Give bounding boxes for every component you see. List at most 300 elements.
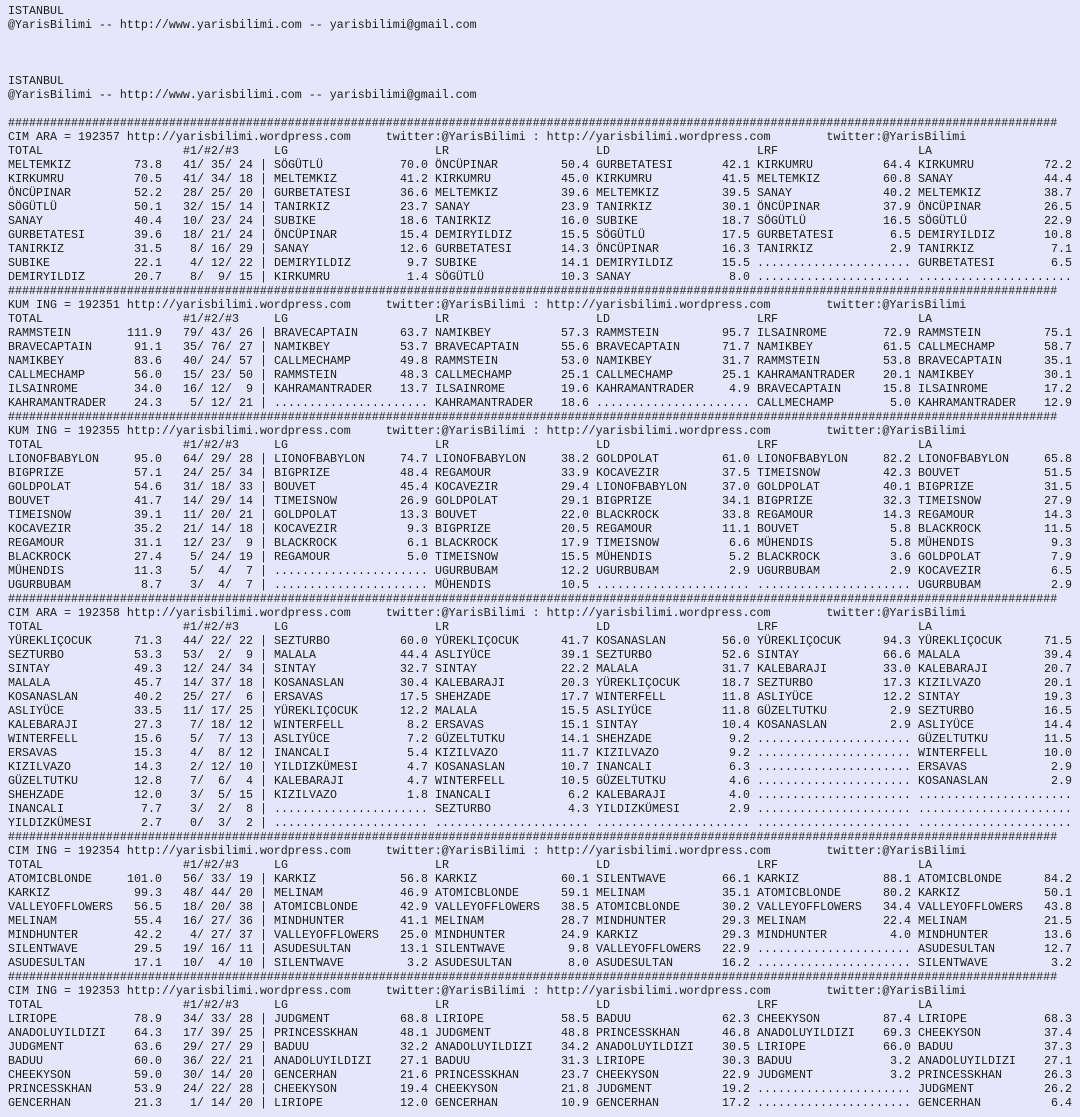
la-score: 22.9 [1044, 214, 1072, 228]
placings: 3/ 2/ 8 [176, 802, 253, 816]
lr-score: 34.2 [561, 1040, 589, 1054]
column-divider: | [260, 564, 267, 578]
lrf-score: 3.2 [890, 1068, 911, 1082]
la-horse-name: KIRKUMRU [918, 158, 974, 172]
column-divider: | [260, 522, 267, 536]
la-score: 26.5 [1044, 200, 1072, 214]
lg-horse-name: RAMMSTEIN [274, 368, 337, 382]
lr-horse-name: JUDGMENT [435, 1026, 491, 1040]
total-score: 34.0 [134, 382, 162, 396]
lr-horse-name: SANAY [435, 200, 470, 214]
lg-score: 9.3 [407, 522, 428, 536]
placings: 56/ 33/ 19 [176, 872, 253, 886]
column-header-ld: LD [596, 312, 610, 326]
total-score: 73.8 [134, 158, 162, 172]
lg-horse-name: WINTERFELL [274, 718, 344, 732]
ld-horse-name: RAMMSTEIN [596, 326, 659, 340]
lrf-score: 88.1 [883, 872, 911, 886]
horse-name: SINTAY [8, 662, 50, 676]
la-horse-name: KIZILVAZO [918, 676, 981, 690]
lg-horse-name: TANIRKIZ [274, 200, 330, 214]
table-row [8, 494, 1080, 508]
ld-horse-name: DEMIRYILDIZ [596, 256, 673, 270]
ld-horse-name: SINTAY [596, 718, 638, 732]
lrf-horse-name: UGURBUBAM [757, 564, 820, 578]
race-title-line [8, 298, 1080, 312]
lrf-score: 60.8 [883, 172, 911, 186]
race-title: CIM ARA = 192357 http://yarisbilimi.wordpress.com twitter:@YarisBilimi : http://yarisbilimi.wordpress.com twitter:@YarisBilimi [8, 130, 967, 144]
la-score: 11.5 [1044, 522, 1072, 536]
lrf-score: 6.5 [890, 228, 911, 242]
ld-score: 19.2 [722, 1082, 750, 1096]
lr-horse-name: WINTERFELL [435, 774, 505, 788]
ld-empty: ...................... [596, 578, 750, 592]
la-score: 37.3 [1044, 1040, 1072, 1054]
race-title-line [8, 984, 1080, 998]
lg-horse-name: SÖGÜTLÜ [274, 158, 323, 172]
column-header-lg: LG [274, 438, 288, 452]
separator-line [8, 284, 1080, 298]
horse-name: DEMIRYILDIZ [8, 270, 85, 284]
separator: ###################################################################################################################################################### [8, 116, 1058, 130]
la-score: 38.7 [1044, 186, 1072, 200]
la-score: 65.8 [1044, 452, 1072, 466]
lg-horse-name: CALLMECHAMP [274, 354, 351, 368]
la-empty: ...................... [918, 270, 1072, 284]
column-divider: | [260, 172, 267, 186]
total-score: 56.0 [134, 368, 162, 382]
placings: 5/ 12/ 21 [176, 396, 253, 410]
column-divider: | [260, 340, 267, 354]
total-score: 31.5 [134, 242, 162, 256]
table-row [8, 480, 1080, 494]
lrf-horse-name: KALEBARAJI [757, 662, 827, 676]
column-header-lr: LR [435, 620, 449, 634]
lrf-horse-name: REGAMOUR [757, 508, 813, 522]
column-header-line [8, 998, 1080, 1012]
column-divider: | [260, 480, 267, 494]
horse-name: LIRIOPE [8, 1012, 57, 1026]
table-row [8, 256, 1080, 270]
ld-horse-name: ASLIYÜCE [596, 704, 652, 718]
table-row [8, 746, 1080, 760]
lr-horse-name: CALLMECHAMP [435, 368, 512, 382]
placings: 14/ 37/ 18 [176, 676, 253, 690]
placings: 24/ 25/ 34 [176, 466, 253, 480]
column-divider: | [260, 676, 267, 690]
column-header-lg: LG [274, 620, 288, 634]
total-score: 59.0 [134, 1068, 162, 1082]
ld-score: 16.2 [722, 956, 750, 970]
lrf-empty: ...................... [757, 270, 911, 284]
ld-score: 8.0 [729, 270, 750, 284]
ld-horse-name: CALLMECHAMP [596, 368, 673, 382]
ld-horse-name: ATOMICBLONDE [596, 900, 680, 914]
column-divider: | [260, 788, 267, 802]
lg-horse-name: YÜREKLIÇOCUK [274, 704, 358, 718]
column-divider: | [260, 508, 267, 522]
la-score: 2.9 [1051, 760, 1072, 774]
table-row [8, 550, 1080, 564]
lg-score: 44.4 [400, 648, 428, 662]
table-row [8, 522, 1080, 536]
lr-score: 14.1 [561, 732, 589, 746]
total-score: 17.1 [134, 956, 162, 970]
lg-score: 12.6 [400, 242, 428, 256]
ld-horse-name: GÜZELTUTKU [596, 774, 666, 788]
lr-horse-name: SHEHZADE [435, 690, 491, 704]
lr-score: 10.5 [561, 578, 589, 592]
lr-horse-name: MELINAM [435, 914, 484, 928]
la-horse-name: KALEBARAJI [918, 662, 988, 676]
la-score: 44.4 [1044, 172, 1072, 186]
lrf-score: 33.0 [883, 662, 911, 676]
lrf-score: 37.9 [883, 200, 911, 214]
lrf-horse-name: GOLDPOLAT [757, 480, 820, 494]
table-row [8, 942, 1080, 956]
column-divider: | [260, 242, 267, 256]
ld-score: 95.7 [722, 326, 750, 340]
la-horse-name: MELINAM [918, 914, 967, 928]
horse-name: KALEBARAJI [8, 718, 78, 732]
column-header-line [8, 144, 1080, 158]
horse-name: MINDHUNTER [8, 928, 78, 942]
lr-horse-name: KAHRAMANTRADER [435, 396, 533, 410]
lr-horse-name: GÜZELTUTKU [435, 732, 505, 746]
ld-horse-name: BADUU [596, 1012, 631, 1026]
contact-line [8, 88, 1080, 102]
ld-score: 4.9 [729, 382, 750, 396]
la-score: 39.4 [1044, 648, 1072, 662]
placings: 25/ 27/ 6 [176, 690, 253, 704]
la-horse-name: GÜZELTUTKU [918, 732, 988, 746]
placings: 64/ 29/ 28 [176, 452, 253, 466]
la-horse-name: TIMEISNOW [918, 494, 981, 508]
lg-score: 63.7 [400, 326, 428, 340]
lrf-horse-name: JUDGMENT [757, 1068, 813, 1082]
ld-score: 30.1 [722, 200, 750, 214]
column-divider: | [260, 956, 267, 970]
lrf-score: 4.0 [890, 928, 911, 942]
lrf-score: 3.6 [890, 550, 911, 564]
placings: 11/ 20/ 21 [176, 508, 253, 522]
lr-horse-name: ILSAINROME [435, 382, 505, 396]
table-row [8, 774, 1080, 788]
table-row [8, 564, 1080, 578]
lg-horse-name: MALALA [274, 648, 316, 662]
column-divider: | [260, 942, 267, 956]
la-empty: ...................... [918, 788, 1072, 802]
total-score: 60.0 [134, 1054, 162, 1068]
total-score: 39.1 [134, 508, 162, 522]
la-horse-name: BLACKROCK [918, 522, 981, 536]
lg-horse-name: JUDGMENT [274, 1012, 330, 1026]
lr-horse-name: MINDHUNTER [435, 928, 505, 942]
horse-name: SHEHZADE [8, 788, 64, 802]
lrf-score: 12.2 [883, 690, 911, 704]
column-header-lrf: LRF [757, 620, 778, 634]
lrf-empty: ...................... [757, 956, 911, 970]
la-score: 9.3 [1051, 536, 1072, 550]
table-row [8, 816, 1080, 830]
placings: 36/ 22/ 21 [176, 1054, 253, 1068]
horse-name: KARKIZ [8, 886, 50, 900]
ld-score: 37.0 [722, 480, 750, 494]
lr-horse-name: INANCALI [435, 788, 491, 802]
column-header-line [8, 312, 1080, 326]
lg-horse-name: GENCERHAN [274, 1068, 337, 1082]
table-row [8, 788, 1080, 802]
la-score: 2.9 [1051, 774, 1072, 788]
table-row [8, 634, 1080, 648]
lrf-empty: ...................... [757, 760, 911, 774]
placings: 7/ 6/ 4 [176, 774, 253, 788]
ld-score: 4.0 [729, 788, 750, 802]
ld-horse-name: TIMEISNOW [596, 536, 659, 550]
lg-score: 6.1 [407, 536, 428, 550]
la-score: 58.7 [1044, 340, 1072, 354]
column-divider: | [260, 1054, 267, 1068]
lg-score: 42.9 [400, 900, 428, 914]
lr-score: 60.1 [561, 872, 589, 886]
lrf-horse-name: KAHRAMANTRADER [757, 368, 855, 382]
ld-score: 33.8 [722, 508, 750, 522]
lr-horse-name: VALLEYOFFLOWERS [435, 900, 540, 914]
lg-score: 13.7 [400, 382, 428, 396]
la-empty: ...................... [918, 816, 1072, 830]
ld-horse-name: MÜHENDIS [596, 550, 652, 564]
column-divider: | [260, 1068, 267, 1082]
column-header-ld: LD [596, 858, 610, 872]
lrf-horse-name: GURBETATESI [757, 228, 834, 242]
table-row [8, 900, 1080, 914]
placings: 31/ 18/ 33 [176, 480, 253, 494]
lrf-horse-name: VALLEYOFFLOWERS [757, 900, 862, 914]
total-score: 99.3 [134, 886, 162, 900]
la-score: 12.7 [1044, 942, 1072, 956]
la-horse-name: MELTEMKIZ [918, 186, 981, 200]
column-divider: | [260, 200, 267, 214]
column-header-la: LA [918, 620, 932, 634]
placings: 24/ 22/ 28 [176, 1082, 253, 1096]
lrf-score: 22.4 [883, 914, 911, 928]
table-row [8, 578, 1080, 592]
lg-score: 49.8 [400, 354, 428, 368]
lr-score: 9.8 [568, 942, 589, 956]
la-score: 17.2 [1044, 382, 1072, 396]
lg-horse-name: NAMIKBEY [274, 340, 330, 354]
horse-name: LIONOFBABYLON [8, 452, 99, 466]
horse-name: BIGPRIZE [8, 466, 64, 480]
horse-name: CHEEKYSON [8, 1068, 71, 1082]
ld-horse-name: SANAY [596, 270, 631, 284]
horse-name: MÜHENDIS [8, 564, 64, 578]
la-score: 14.3 [1044, 508, 1072, 522]
table-row [8, 648, 1080, 662]
lg-horse-name: BRAVECAPTAIN [274, 326, 358, 340]
lrf-horse-name: SÖGÜTLÜ [757, 214, 806, 228]
la-horse-name: ATOMICBLONDE [918, 872, 1002, 886]
ld-horse-name: SHEHZADE [596, 732, 652, 746]
total-score: 42.2 [134, 928, 162, 942]
horse-name: PRINCESSKHAN [8, 1082, 92, 1096]
lrf-horse-name: CALLMECHAMP [757, 396, 834, 410]
column-header-placings: #1/#2/#3 [183, 858, 239, 872]
la-score: 68.3 [1044, 1012, 1072, 1026]
lr-score: 15.5 [561, 228, 589, 242]
column-divider: | [260, 1082, 267, 1096]
horse-name: KAHRAMANTRADER [8, 396, 106, 410]
lr-score: 11.7 [561, 746, 589, 760]
column-header-total: TOTAL [8, 144, 43, 158]
lrf-score: 5.8 [890, 536, 911, 550]
lr-score: 10.3 [561, 270, 589, 284]
ld-horse-name: SEZTURBO [596, 648, 652, 662]
lrf-horse-name: LIRIOPE [757, 1040, 806, 1054]
la-score: 2.9 [1051, 578, 1072, 592]
ld-horse-name: PRINCESSKHAN [596, 1026, 680, 1040]
la-horse-name: ASUDESULTAN [918, 942, 995, 956]
lr-horse-name: ÖNCÜPINAR [435, 158, 498, 172]
ld-score: 46.8 [722, 1026, 750, 1040]
contact-line [8, 18, 1080, 32]
lrf-horse-name: TANIRKIZ [757, 242, 813, 256]
lr-horse-name: ATOMICBLONDE [435, 886, 519, 900]
race-title-line [8, 844, 1080, 858]
lr-score: 15.5 [561, 704, 589, 718]
lr-score: 17.7 [561, 690, 589, 704]
lg-score: 12.2 [400, 704, 428, 718]
race-title: CIM ING = 192353 http://yarisbilimi.wordpress.com twitter:@YarisBilimi : http://yarisbilimi.wordpress.com twitter:@YarisBilimi [8, 984, 967, 998]
column-header-lg: LG [274, 144, 288, 158]
blank-line [8, 60, 1080, 74]
lg-score: 4.7 [407, 774, 428, 788]
la-horse-name: CALLMECHAMP [918, 340, 995, 354]
total-score: 55.4 [134, 914, 162, 928]
lrf-score: 34.4 [883, 900, 911, 914]
lr-horse-name: TANIRKIZ [435, 214, 491, 228]
placings: 3/ 4/ 7 [176, 578, 253, 592]
lg-horse-name: KALEBARAJI [274, 774, 344, 788]
column-divider: | [260, 382, 267, 396]
horse-name: TIMEISNOW [8, 508, 71, 522]
column-divider: | [260, 326, 267, 340]
ld-score: 17.2 [722, 1096, 750, 1110]
la-score: 10.8 [1044, 228, 1072, 242]
placings: 34/ 33/ 28 [176, 1012, 253, 1026]
lr-score: 23.7 [561, 1068, 589, 1082]
lr-horse-name: ASLIYÜCE [435, 648, 491, 662]
placings: 14/ 29/ 14 [176, 494, 253, 508]
placings: 53/ 2/ 9 [176, 648, 253, 662]
ld-score: 71.7 [722, 340, 750, 354]
la-score: 19.3 [1044, 690, 1072, 704]
total-score: 50.1 [134, 200, 162, 214]
lg-score: 5.4 [407, 746, 428, 760]
column-header-ld: LD [596, 438, 610, 452]
ld-horse-name: CHEEKYSON [596, 1068, 659, 1082]
column-divider: | [260, 354, 267, 368]
lrf-horse-name: MINDHUNTER [757, 928, 827, 942]
lr-horse-name: GURBETATESI [435, 242, 512, 256]
horse-name: TANIRKIZ [8, 242, 64, 256]
ld-score: 18.7 [722, 676, 750, 690]
lg-horse-name: MELTEMKIZ [274, 172, 337, 186]
column-header-lrf: LRF [757, 438, 778, 452]
la-horse-name: SEZTURBO [918, 704, 974, 718]
lrf-horse-name: BLACKROCK [757, 550, 820, 564]
column-header-la: LA [918, 438, 932, 452]
table-row [8, 1068, 1080, 1082]
total-score: 57.1 [134, 466, 162, 480]
total-score: 33.5 [134, 704, 162, 718]
total-score: 40.2 [134, 690, 162, 704]
column-divider: | [260, 396, 267, 410]
table-row [8, 326, 1080, 340]
ld-score: 16.3 [722, 242, 750, 256]
horse-name: SILENTWAVE [8, 942, 78, 956]
total-score: 101.0 [127, 872, 162, 886]
la-score: 6.5 [1051, 256, 1072, 270]
la-score: 20.1 [1044, 676, 1072, 690]
lr-score: 48.8 [561, 1026, 589, 1040]
city-line [8, 4, 1080, 18]
lr-horse-name: ERSAVAS [435, 718, 484, 732]
placings: 40/ 24/ 57 [176, 354, 253, 368]
column-divider: | [260, 760, 267, 774]
placings: 44/ 22/ 22 [176, 634, 253, 648]
table-row [8, 928, 1080, 942]
la-horse-name: ASLIYÜCE [918, 718, 974, 732]
ld-horse-name: SÖGÜTLÜ [596, 228, 645, 242]
ld-horse-name: LIRIOPE [596, 1054, 645, 1068]
lg-horse-name: BOUVET [274, 480, 316, 494]
lr-horse-name: KIRKUMRU [435, 172, 491, 186]
la-horse-name: MINDHUNTER [918, 928, 988, 942]
ld-score: 17.5 [722, 228, 750, 242]
ld-score: 56.0 [722, 634, 750, 648]
la-horse-name: MÜHENDIS [918, 536, 974, 550]
race-title-line [8, 606, 1080, 620]
placings: 1/ 14/ 20 [176, 1096, 253, 1110]
ld-horse-name: JUDGMENT [596, 1082, 652, 1096]
lr-score: 25.1 [561, 368, 589, 382]
la-horse-name: SANAY [918, 172, 953, 186]
lr-horse-name: KOSANASLAN [435, 760, 505, 774]
lrf-horse-name: KARKIZ [757, 872, 799, 886]
horse-name: REGAMOUR [8, 536, 64, 550]
ld-horse-name: NAMIKBEY [596, 354, 652, 368]
la-horse-name: RAMMSTEIN [918, 326, 981, 340]
la-score: 51.5 [1044, 466, 1072, 480]
column-divider: | [260, 1012, 267, 1026]
ld-score: 15.5 [722, 256, 750, 270]
ld-horse-name: SUBIKE [596, 214, 638, 228]
column-header-lrf: LRF [757, 998, 778, 1012]
blank-line [8, 32, 1080, 46]
la-score: 14.4 [1044, 718, 1072, 732]
lrf-score: 15.8 [883, 382, 911, 396]
lr-horse-name: SILENTWAVE [435, 942, 505, 956]
la-score: 3.2 [1051, 956, 1072, 970]
lr-score: 22.2 [561, 662, 589, 676]
total-score: 21.3 [134, 1096, 162, 1110]
placings: 28/ 25/ 20 [176, 186, 253, 200]
lr-horse-name: GOLDPOLAT [435, 494, 498, 508]
horse-name: ANADOLUYILDIZI [8, 1026, 106, 1040]
column-header-lr: LR [435, 858, 449, 872]
lg-score: 18.6 [400, 214, 428, 228]
